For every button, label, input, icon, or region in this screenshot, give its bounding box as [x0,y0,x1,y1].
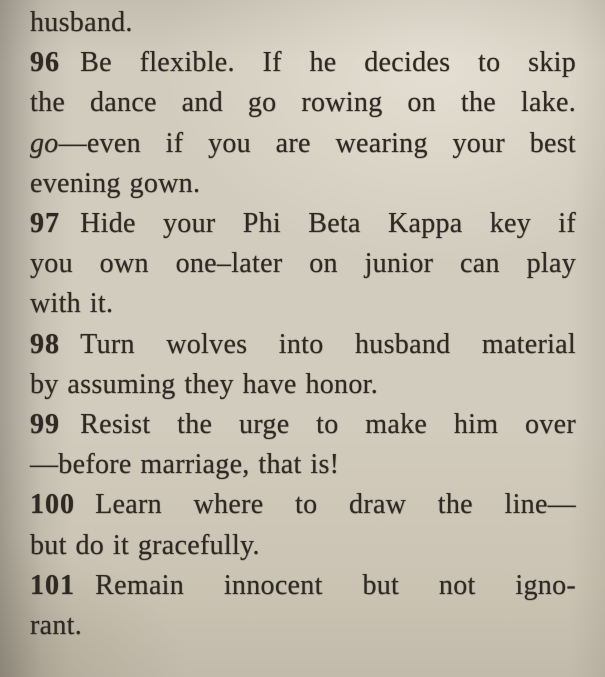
tip-number: 97 [30,208,60,240]
text-segment: the dance and go rowing on the lake. [30,87,576,119]
text-segment: Learn where to draw the line— [95,489,576,521]
text-line [30,43,576,83]
text-segment: Resist the urge to make him over [80,409,576,441]
text-segment: go [30,127,59,159]
text-segment: evening gown. [30,167,201,199]
text-segment: by assuming they have honor. [30,368,379,400]
text-line [30,365,576,405]
text-line [30,83,576,123]
text-line [30,284,576,324]
tip-number: 98 [30,328,60,360]
text-line [30,485,576,525]
text-line [30,405,576,445]
text-segment: Hide your Phi Beta Kappa key if [80,208,576,240]
text-line [30,164,576,204]
page-text [30,3,576,646]
tip-number: 99 [30,409,60,441]
text-segment: Remain innocent but not igno- [95,569,576,601]
text-line [30,3,576,43]
text-segment: with it. [30,288,114,320]
text-line [30,325,576,365]
text-line [30,244,576,284]
text-segment: husband. [30,7,133,38]
text-segment: —before marriage, that is! [30,449,340,481]
text-segment: rant. [30,610,83,642]
tip-number: 101 [30,569,75,601]
text-line [30,606,576,646]
tip-number: 100 [30,489,75,521]
tip-number: 96 [30,47,60,79]
text-line [30,526,576,566]
text-segment: Be flexible. If he decides to skip [80,47,576,79]
text-line [30,124,576,164]
text-line [30,445,576,485]
text-line [30,204,576,244]
text-line [30,566,576,606]
text-segment: —even if you are wearing your best [58,127,576,159]
text-segment: Turn wolves into husband material [80,328,576,360]
text-segment: but do it gracefully. [30,529,260,561]
text-segment: you own one–later on junior can play [30,248,576,280]
